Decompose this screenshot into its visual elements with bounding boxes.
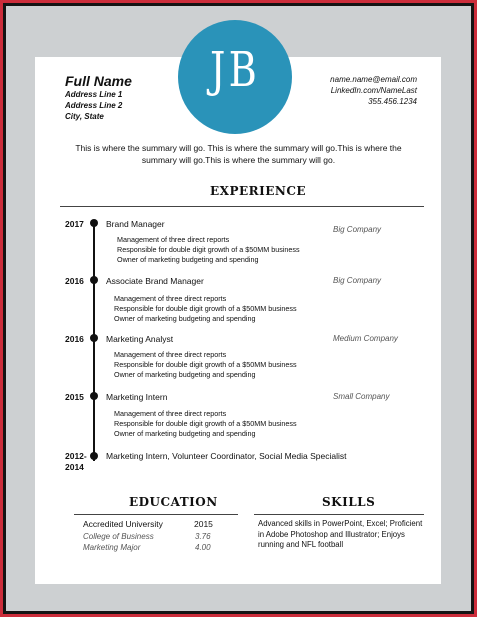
- bullet: Responsible for double digit growth of a $50MM business: [114, 304, 297, 313]
- skills-heading: SKILLS: [322, 495, 376, 509]
- edu-row-value: 3.76: [195, 532, 211, 541]
- entry-bullets: [114, 350, 297, 380]
- monogram-initials: JB: [209, 42, 260, 98]
- entry-year: 2016: [65, 276, 84, 286]
- entry-year: 2012- 2014: [65, 451, 87, 472]
- summary: This is where the summary will go. This is where the summary will go.This is where the summary will go.This is where the summary will go.: [75, 143, 402, 165]
- edu-row-value: 4.00: [195, 543, 211, 552]
- entry-title: Marketing Analyst: [106, 334, 174, 344]
- linkedin: LinkedIn.com/NameLast: [330, 86, 417, 95]
- bullet: Management of three direct reports: [117, 235, 230, 244]
- timeline-dot: [90, 334, 98, 342]
- entry-year: 2015: [65, 392, 84, 402]
- timeline-dot: [90, 452, 98, 460]
- entry-bullets: [114, 409, 297, 439]
- entry-year: 2016: [65, 334, 84, 344]
- edu-row-label: College of Business: [83, 532, 154, 541]
- address-line-2: Address Line 2: [65, 101, 123, 110]
- bullet: Owner of marketing budgeting and spending: [114, 314, 256, 323]
- phone: 355.456.1234: [368, 97, 417, 106]
- timeline-dot: [90, 276, 98, 284]
- entry-bullets: [117, 235, 300, 265]
- education-rule: [74, 514, 238, 515]
- skills-text: Advanced skills in PowerPoint, Excel; Proficient in Adobe Photoshop and Illustrator; Enjoys running and NFL football: [258, 519, 423, 549]
- entry-title: Marketing Intern: [106, 392, 168, 402]
- entry-title: Brand Manager: [106, 219, 165, 229]
- graduation-year: 2015: [194, 519, 213, 529]
- bullet: Management of three direct reports: [114, 409, 227, 418]
- skills-rule: [254, 514, 424, 515]
- entry-company: Big Company: [333, 276, 382, 285]
- email: name.name@email.com: [330, 75, 417, 84]
- bullet: Management of three direct reports: [114, 294, 227, 303]
- address-line-1: Address Line 1: [65, 90, 123, 99]
- bullet: Responsible for double digit growth of a $50MM business: [117, 245, 300, 254]
- entry-title: Marketing Intern, Volunteer Coordinator, Social Media Specialist: [106, 451, 347, 461]
- bullet: Management of three direct reports: [114, 350, 227, 359]
- timeline-dot: [90, 392, 98, 400]
- entry-company: Small Company: [333, 392, 390, 401]
- entry-title: Associate Brand Manager: [106, 276, 204, 286]
- monogram-circle: [178, 20, 292, 134]
- bullet: Responsible for double digit growth of a $50MM business: [114, 419, 297, 428]
- bullet: Owner of marketing budgeting and spending: [114, 370, 256, 379]
- timeline-line: [93, 225, 95, 461]
- entry-bullets: [114, 294, 297, 324]
- school-name: Accredited University: [83, 519, 163, 529]
- education-heading: EDUCATION: [129, 495, 218, 509]
- experience-heading: EXPERIENCE: [210, 184, 307, 198]
- bullet: Responsible for double digit growth of a $50MM business: [114, 360, 297, 369]
- entry-company: Medium Company: [333, 334, 398, 343]
- edu-row-label: Marketing Major: [83, 543, 141, 552]
- timeline-dot: [90, 219, 98, 227]
- full-name: Full Name: [65, 73, 132, 89]
- bullet: Owner of marketing budgeting and spending: [117, 255, 259, 264]
- entry-company: Big Company: [333, 225, 382, 234]
- entry-year: 2017: [65, 219, 84, 229]
- experience-rule: [60, 206, 424, 207]
- bullet: Owner of marketing budgeting and spending: [114, 429, 256, 438]
- address-line-3: City, State: [65, 112, 104, 121]
